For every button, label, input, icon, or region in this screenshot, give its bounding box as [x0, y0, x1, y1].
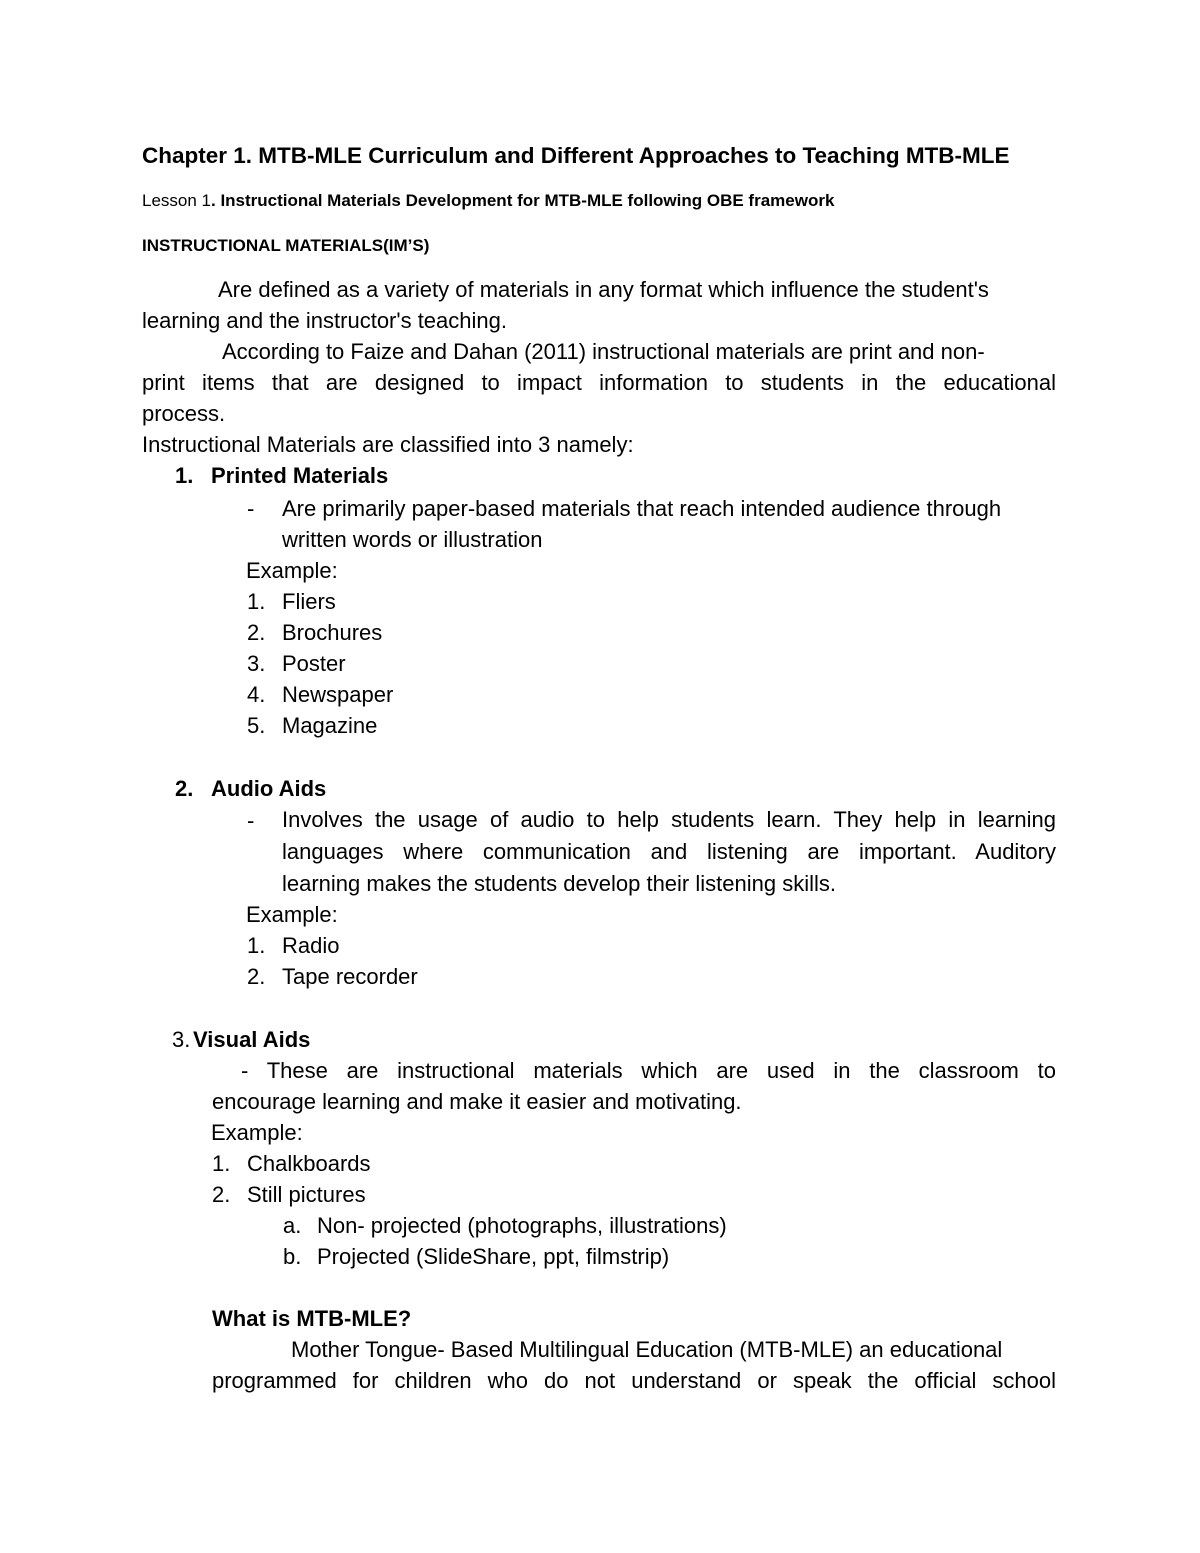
section-heading: INSTRUCTIONAL MATERIALS(IM’S) [142, 236, 430, 255]
list-item-number: 1. [247, 589, 266, 614]
definition-line-2: learning and the instructor's teaching. [142, 308, 507, 333]
printed-dash: - [247, 496, 255, 521]
sub-item-letter: a. [283, 1213, 302, 1238]
list-item-number: 1. [212, 1151, 231, 1176]
sub-item-letter: b. [283, 1244, 302, 1269]
printed-heading [175, 462, 193, 490]
printed-example-label: Example: [246, 558, 338, 583]
list-item: Fliers [282, 589, 336, 614]
list-item: Tape recorder [282, 964, 418, 989]
visual-title: Visual Aids [193, 1027, 311, 1052]
audio-desc-1: Involves the usage of audio to help students learn. They help in learning [282, 807, 1056, 832]
faize-line-2: print items that are designed to impact information to students in the educational [142, 370, 1056, 395]
visual-desc-2: encourage learning and make it easier and motivating. [212, 1089, 742, 1114]
mtb-line-1: Mother Tongue- Based Multilingual Education (MTB-MLE) an educational [291, 1337, 1003, 1362]
visual-number: 3. [172, 1027, 191, 1052]
chapter-title: Chapter 1. MTB-MLE Curriculum and Different Approaches to Teaching MTB-MLE [142, 143, 1010, 168]
audio-desc-2: languages where communication and listening are important. Auditory [282, 839, 1056, 864]
list-item: Brochures [282, 620, 383, 645]
list-item-number: 4. [247, 682, 266, 707]
mtb-heading: What is MTB-MLE? [212, 1306, 412, 1331]
audio-number: 2. [175, 776, 194, 801]
list-item-number: 2. [212, 1182, 231, 1207]
printed-desc-2: written words or illustration [282, 527, 543, 552]
audio-example-label: Example: [246, 902, 338, 927]
audio-desc-3: learning makes the students develop their listening skills. [282, 871, 836, 896]
list-item: Magazine [282, 713, 378, 738]
list-item-number: 3. [247, 651, 266, 676]
visual-example-label: Example: [211, 1120, 303, 1145]
list-item: Poster [282, 651, 346, 676]
audio-dash: - [247, 808, 255, 833]
sub-item: Non- projected (photographs, illustrations) [317, 1213, 727, 1238]
list-item: Newspaper [282, 682, 394, 707]
classified-line: Instructional Materials are classified into 3 namely: [142, 432, 634, 457]
list-item: Radio [282, 933, 340, 958]
printed-title: Printed Materials [211, 463, 389, 488]
list-item: Chalkboards [247, 1151, 371, 1176]
list-item-number: 5. [247, 713, 266, 738]
faize-line-1: According to Faize and Dahan (2011) instructional materials are print and non- [222, 339, 985, 364]
faize-line-3: process. [142, 401, 226, 426]
sub-item: Projected (SlideShare, ppt, filmstrip) [317, 1244, 670, 1269]
list-item-number: 1. [247, 933, 266, 958]
definition-line-1: Are defined as a variety of materials in any format which influence the student's [218, 277, 989, 302]
visual-desc-1: - These are instructional materials which are used in the classroom to [241, 1058, 1056, 1083]
printed-number: 1. [175, 463, 194, 488]
mtb-line-2: programmed for children who do not understand or speak the official school [212, 1368, 1056, 1393]
printed-desc-1: Are primarily paper-based materials that reach intended audience through [282, 496, 1002, 521]
list-item-number: 2. [247, 964, 266, 989]
lesson-line [142, 187, 834, 215]
list-item-number: 2. [247, 620, 266, 645]
audio-title: Audio Aids [211, 776, 327, 801]
list-item: Still pictures [247, 1182, 366, 1207]
lesson-prefix: Lesson 1 [142, 191, 211, 210]
lesson-title: . Instructional Materials Development for MTB-MLE following OBE framework [211, 191, 835, 210]
